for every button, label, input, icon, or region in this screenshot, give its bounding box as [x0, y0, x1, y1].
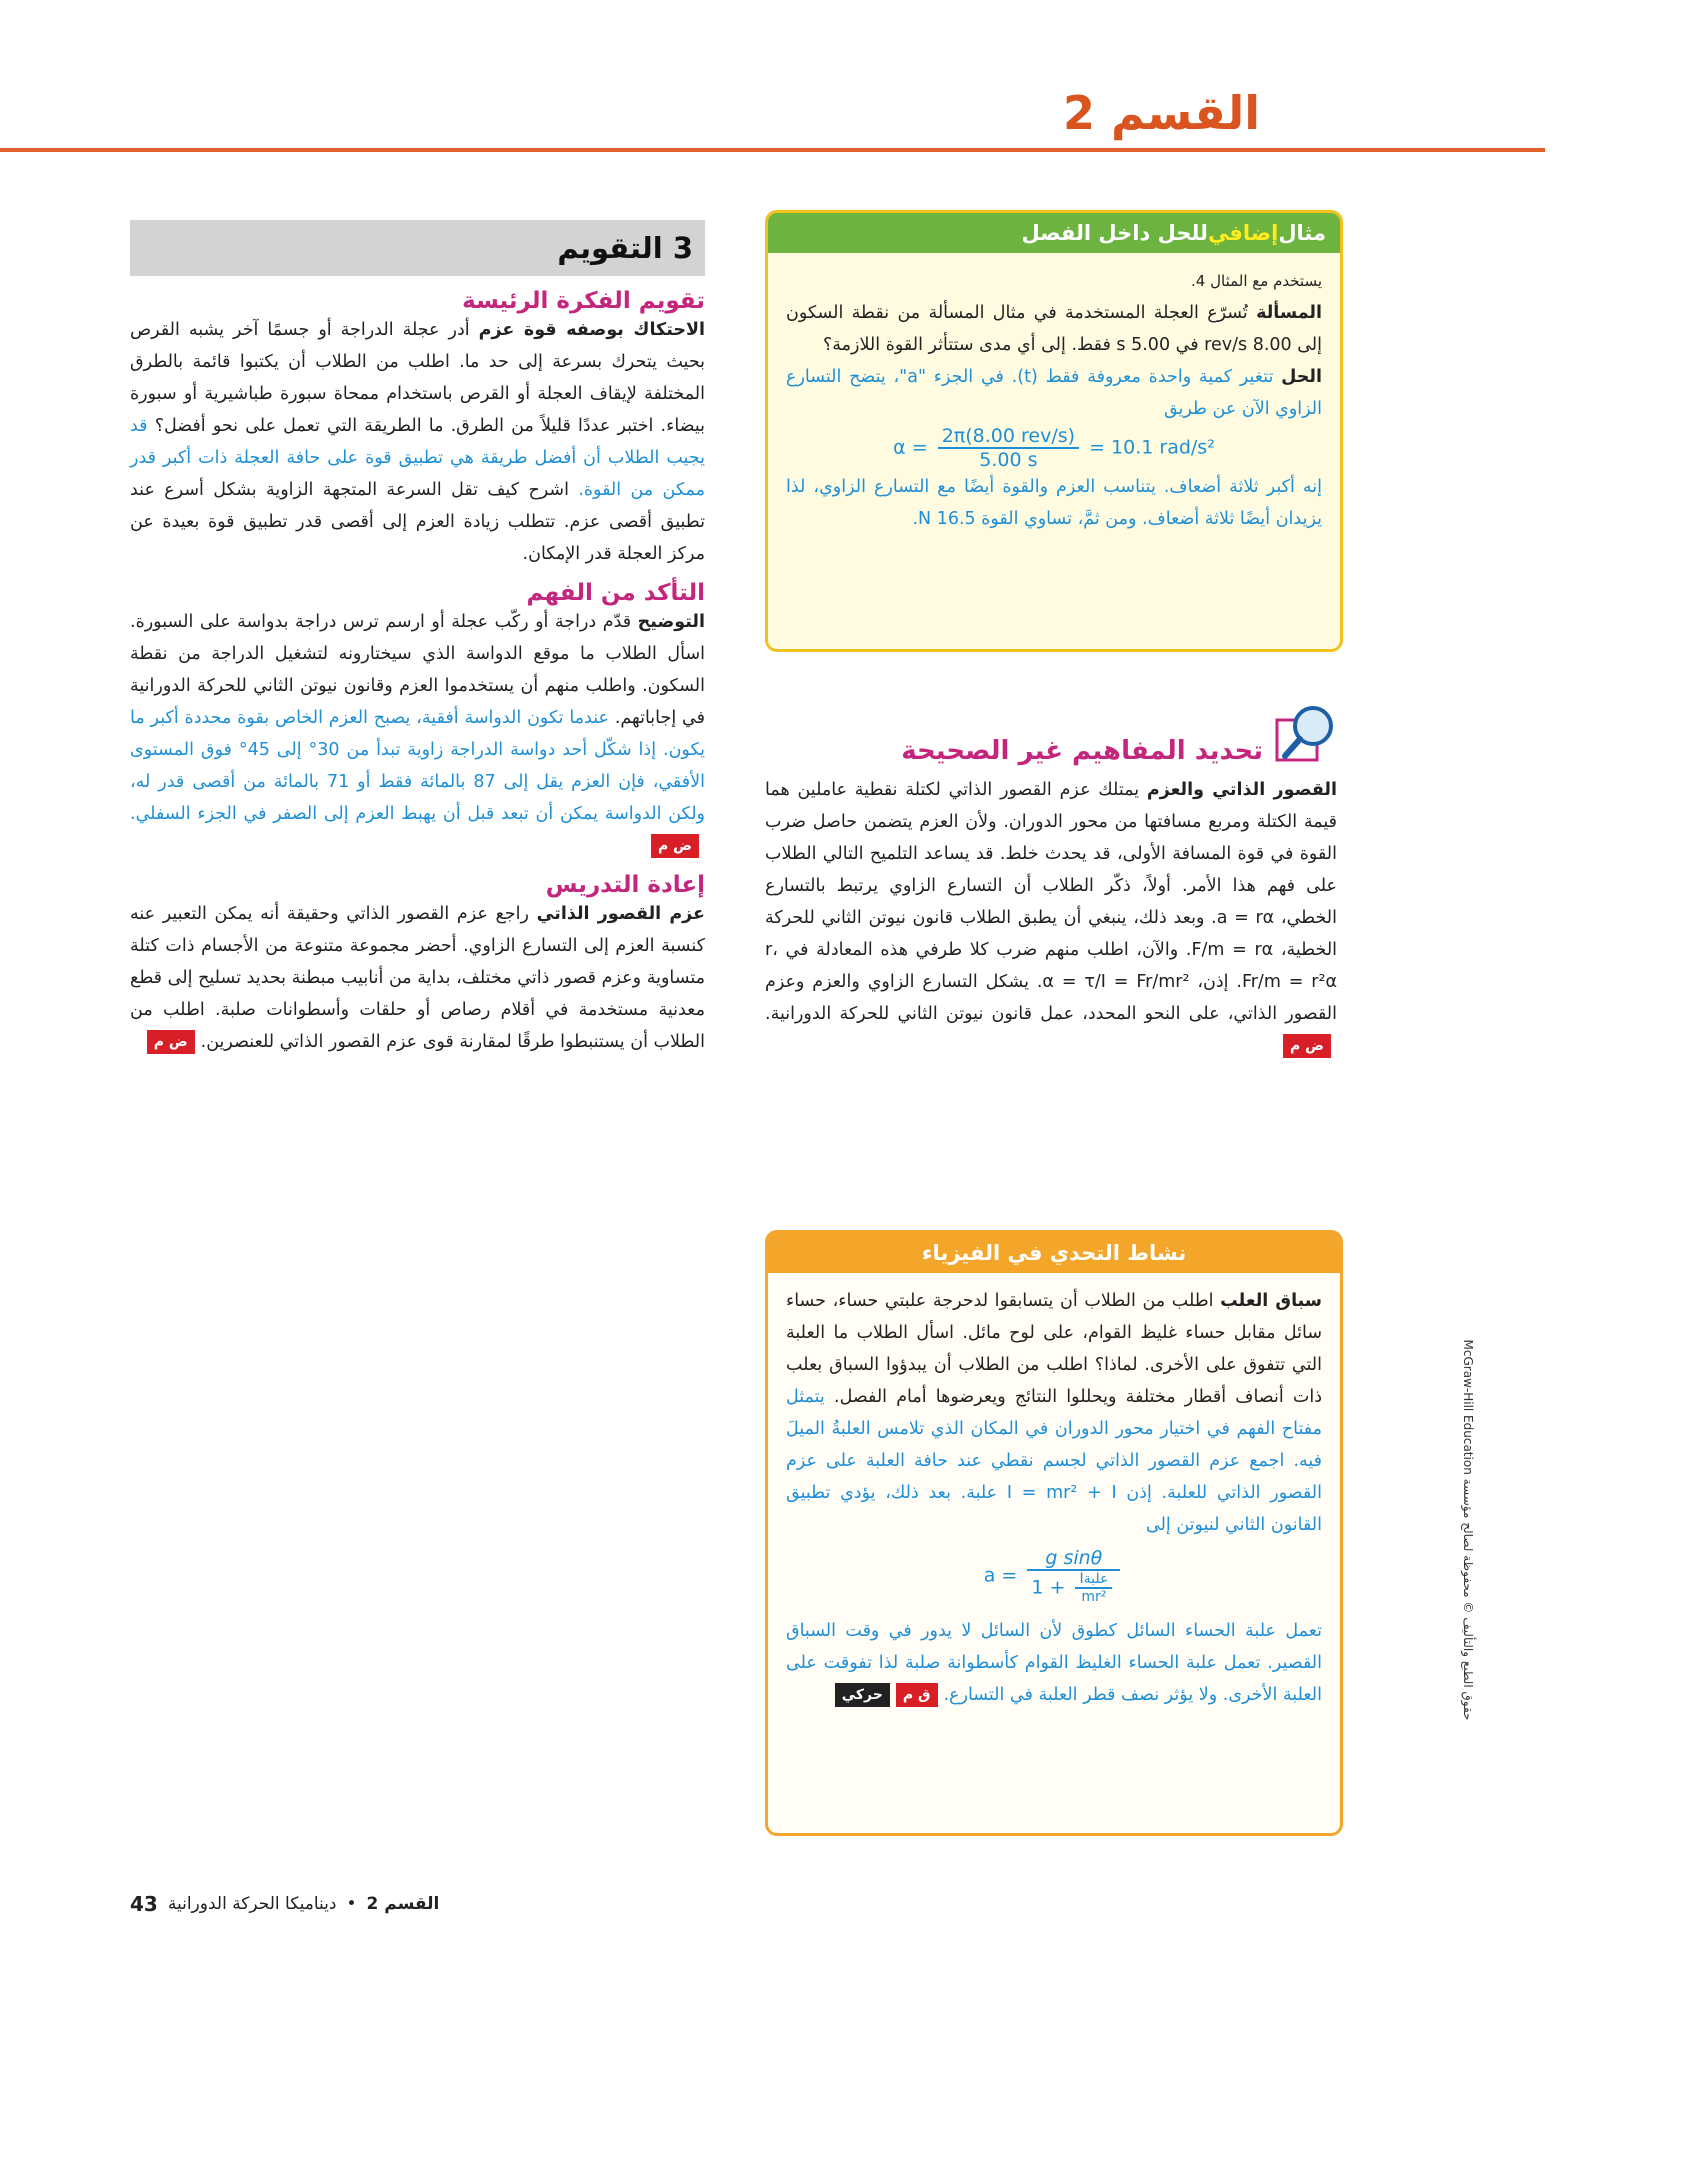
eq2-inner-fraction — [1075, 1571, 1112, 1605]
footer-section: القسم 2 — [366, 1894, 440, 1914]
check-body — [130, 606, 705, 862]
misconceptions-lead: القصور الذاتي والعزم — [1146, 780, 1337, 800]
challenge-box — [765, 1230, 1343, 1836]
extra-example-title-pre: مثال — [1278, 221, 1326, 245]
use-with-note: يستخدم مع المثال 4. — [1191, 272, 1322, 290]
misconceptions-body — [765, 774, 1337, 1062]
challenge-lead: سباق العلب — [1220, 1291, 1322, 1311]
misconceptions-heading — [765, 700, 1337, 766]
acceleration-equation — [786, 1547, 1322, 1605]
challenge-conclusion-text: تعمل علبة الحساء السائل كطوق لأن السائل لا يدور في وقت السباق القصير. تعمل علبة الحساء الغليظ القوام كأسطوانة صلبة لذا تفوقت على العلبة الأخرى. ولا يؤثر نصف قطر العلبة في التسارع. — [786, 1621, 1322, 1705]
assessment-title: 3 التقويم — [557, 231, 693, 265]
reteach-heading: إعادة التدريس — [545, 872, 705, 898]
problem-paragraph — [786, 297, 1322, 361]
footer-bullet: • — [346, 1894, 357, 1914]
section-title: القسم 2 — [1062, 86, 1260, 140]
reteach-lead: عزم القصور الذاتي — [536, 904, 705, 924]
eq-alpha: α = — [893, 436, 928, 459]
solution-paragraph — [786, 361, 1322, 425]
eq-numerator: 2π(8.00 rev/s) — [938, 425, 1079, 449]
reteach-text: راجع عزم القصور الذاتي وحقيقة أنه يمكن التعبير عنه كنسبة العزم إلى التسارع الزاوي. أحضر مجموعة متنوعة من الأجسام ذات كتلة متساوية وعزم قصور ذاتي مختلف، بداية من أنابيب مبطنة بحديد تسليح إلى قطع معدنية مستخدمة في أقلام رصاص أو حلقات وأسطوانات صلبة. اطلب من الطلاب أن يستنبطوا طرقًا لمقارنة قوى عزم القصور الذاتي للعنصرين. — [130, 904, 705, 1052]
challenge-header — [768, 1233, 1340, 1273]
copyright-text: حقوق الطبع والتأليف © محفوظة لصالح مؤسسة McGraw-Hill Education — [1460, 1339, 1475, 1721]
footer-chapter: ديناميكا الحركة الدورانية — [167, 1894, 337, 1914]
main-idea-text: أدر عجلة الدراجة أو جسمًا آخر يشبه القرص بحيث يتحرك بسرعة إلى حد ما. اطلب من الطلاب أن يكتبوا قائمة بالطرق المختلفة لإيقاف العجلة أو القرص باستخدام ممحاة سبورة طباشيرية أو سبورة بيضاء. اختبر عددًا قليلاً من الطرق. ما الطريقة التي تعمل على نحو أفضل؟ — [130, 320, 705, 436]
main-idea-text-2: اشرح كيف تقل السرعة المتجهة الزاوية بشكل أسرع عند تطبيق أقصى عزم. تتطلب زيادة العزم إلى أقصى قدر تطبيق قوة بعيدة عن مركز العجلة قدر الإمكان. — [130, 480, 705, 564]
extra-example-title-highlight: إضافي — [1207, 221, 1279, 245]
eq-denominator: 5.00 s — [979, 449, 1038, 471]
main-idea-body — [130, 314, 705, 570]
eq2-a: a = — [983, 1564, 1018, 1587]
assessment-section — [130, 220, 705, 1058]
challenge-answer: يتمثل مفتاح الفهم في اختيار محور الدوران في المكان الذي تلامس العلبةُ الميلَ فيه. اجمع عزم القصور الذاتي لجسم نقطي عند حافة العلبة على عزم القصور الذاتي للعلبة. إذن I = mr² + I علبة. بعد ذلك، يؤدي تطبيق القانون الثاني لنيوتن إلى — [786, 1387, 1322, 1535]
problem-label: المسألة — [1256, 303, 1322, 323]
challenge-title: نشاط التحدي في الفيزياء — [921, 1241, 1187, 1265]
misconceptions-title: تحديد المفاهيم غير الصحيحة — [901, 736, 1263, 766]
eq2-fraction — [1027, 1547, 1120, 1605]
main-idea-heading: تقويم الفكرة الرئيسة — [462, 288, 705, 314]
eq2-denominator — [1027, 1571, 1120, 1605]
eq-result: = 10.1 rad/s² — [1089, 436, 1215, 459]
eq2-inner-den: mr² — [1081, 1589, 1107, 1605]
problem-text: تُسرّع العجلة المستخدمة في مثال المسألة من نقطة السكون إلى 8.00 rev/s في 5.00 s فقط. إلى أي مدى ستتأثر القوة اللازمة؟ — [786, 303, 1322, 355]
check-answer: عندما تكون الدواسة أفقية، يصبح العزم الخاص بقوة محددة أكبر ما يكون. إذا شكّل أحد دواسة الدراجة زاوية تبدأ من 30° إلى 45° فوق المستوى الأفقي، فإن العزم يقل إلى 87 بالمائة فقط أو 71 بالمائة من أقصى قدر له، ولكن الدواسة يمكن أن تبعد قبل أن يهبط العزم إلى الصفر في الجزء السفلي. — [130, 708, 706, 824]
tag-badge: ق م — [896, 1683, 938, 1707]
extra-example-header — [768, 213, 1340, 253]
eq2-inner-num: Iعلبة — [1075, 1571, 1112, 1589]
challenge-text: اطلب من الطلاب أن يتسابقوا لدحرجة علبتي حساء، حساء سائل مقابل حساء غليظ القوام، على لوح مائل. اسأل الطلاب ما العلبة التي تتفوق على الأخرى. لماذا؟ اطلب من الطلاب أن يبدؤوا السباق بعلب ذات أنصاف أقطار مختلفة ويحللوا النتائج ويعرضوها أمام الفصل. — [786, 1291, 1322, 1407]
challenge-conclusion — [786, 1615, 1322, 1711]
reteach-body — [130, 898, 705, 1058]
tag-badge: ض م — [1283, 1034, 1331, 1058]
solution-text-1: تتغير كمية واحدة معروفة فقط (t). في الجزء "a"، يتضح التسارع الزاوي الآن عن طريق — [786, 367, 1322, 419]
main-idea-answer: قد يجيب الطلاب أن أفضل طريقة هي تطبيق قوة على حافة العجلة ذات أكبر قدر ممكن من القوة. — [130, 416, 706, 500]
main-idea-lead: الاحتكاك بوصفه قوة عزم — [478, 320, 705, 340]
tag-badge: ض م — [651, 834, 699, 858]
misconceptions-section — [765, 700, 1337, 1062]
eq2-numerator: g sinθ — [1027, 1547, 1120, 1571]
misconceptions-text: يمتلك عزم القصور الذاتي لكتلة نقطية عاملين هما قيمة الكتلة ومربع مسافتها من محور الدوران. ولأن العزم يتضمن حاصل ضرب القوة في قوة المسافة الأولى، قد يحدث خلط. قد يساعد التلميح التالي الطلاب على فهم هذا الأمر. أولاً، ذكّر الطلاب أن التسارع الزاوي يرتبط بالتسارع الخطي، a = rα. وبعد ذلك، ينبغي أن يطبق الطلاب قانون نيوتن الثاني للحركة الخطية، F/m = rα. والآن، اطلب منهم ضرب كلا طرفي هذه المعادلة في r، Fr/m = r²α. إذن، α = τ/I = Fr/mr². يشكل التسارع الزاوي والعزم وعزم القصور الذاتي، على النحو المحدد، عمل قانون نيوتن الثاني للحركة الدورانية. — [765, 780, 1338, 1024]
tag-kinesthetic: حركي — [835, 1683, 890, 1707]
tag-badge: ض م — [147, 1030, 195, 1054]
magnifier-icon — [1273, 702, 1337, 766]
eq2-den-pre: 1 + — [1031, 1576, 1066, 1599]
extra-example-title-post: للحل داخل الفصل — [1021, 221, 1208, 245]
header-rule — [0, 148, 1545, 152]
solution-text-2: إنه أكبر ثلاثة أضعاف. يتناسب العزم والقوة أيضًا مع التسارع الزاوي، لذا يزيدان أيضًا ثلاثة أضعاف. ومن ثمَّ، تساوي القوة 16.5 N. — [786, 477, 1322, 529]
solution-label: الحل — [1281, 367, 1322, 387]
check-text: قدّم دراجة أو ركّب عجلة أو ارسم ترس دراجة بدواسة على السبورة. اسأل الطلاب ما موقع الدواسة الذي سيختارونه لتشغيل الدراجة من نقطة السكون. واطلب منهم أن يستخدموا العزم وقانون نيوتن الثاني للحركة الدورانية في إجاباتهم. — [130, 612, 705, 728]
assessment-heading — [130, 220, 705, 276]
extra-example-box — [765, 210, 1343, 652]
check-lead: التوضيح — [637, 612, 705, 632]
challenge-body — [786, 1285, 1322, 1541]
eq-fraction — [938, 425, 1079, 471]
check-heading: التأكد من الفهم — [526, 580, 705, 606]
copyright-credit — [1455, 1260, 1480, 1800]
alpha-equation — [786, 425, 1322, 471]
page-number: 43 — [130, 1892, 158, 1916]
page-footer — [130, 1892, 590, 1916]
